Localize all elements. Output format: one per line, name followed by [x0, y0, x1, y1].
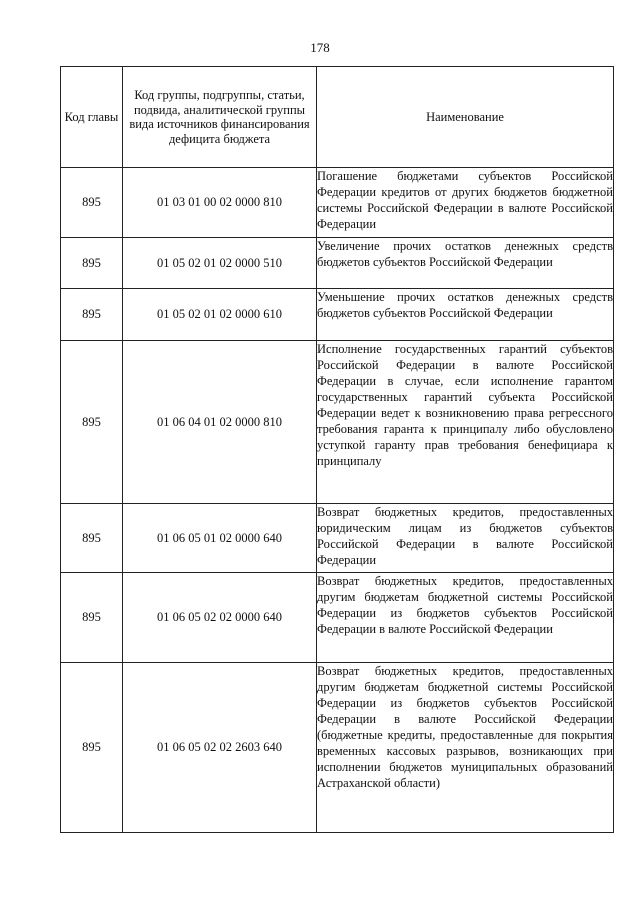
- header-group-code: Код группы, подгруппы, статьи, подвида, аналитической группы вида источников финансирования дефицита бюджета: [123, 67, 317, 168]
- code-cell: 01 06 05 01 02 0000 640: [123, 504, 317, 573]
- budget-sources-table: [60, 66, 614, 833]
- chapter-cell: 895: [61, 341, 123, 504]
- name-cell: Возврат бюджетных кредитов, предоставленных другим бюджетам бюджетной системы Российской Федерации из бюджетов субъектов Российской Федерации в валюте Российской Федерации (бюджетные кредиты, предоставленные для покрытия временных кассовых разрывов, возникающих при исполнении бюджетов муниципальных образований Астраханской области): [317, 663, 614, 833]
- header-name: Наименование: [317, 67, 614, 168]
- name-cell: Увеличение прочих остатков денежных средств бюджетов субъектов Российской Федерации: [317, 238, 614, 289]
- table-row: [61, 238, 614, 289]
- table-row: [61, 168, 614, 238]
- table-row: [61, 504, 614, 573]
- table-row: [61, 289, 614, 341]
- name-cell: Возврат бюджетных кредитов, предоставленных другим бюджетам бюджетной системы Российской Федерации из бюджетов субъектов Российской Федерации в валюте Российской Федерации: [317, 573, 614, 663]
- code-cell: 01 06 04 01 02 0000 810: [123, 341, 317, 504]
- chapter-cell: 895: [61, 168, 123, 238]
- name-cell: Погашение бюджетами субъектов Российской Федерации кредитов от других бюджетов бюджетной системы Российской Федерации в валюте Российской Федерации: [317, 168, 614, 238]
- code-cell: 01 06 05 02 02 2603 640: [123, 663, 317, 833]
- table-header-row: [61, 67, 614, 168]
- code-cell: 01 06 05 02 02 0000 640: [123, 573, 317, 663]
- code-cell: 01 05 02 01 02 0000 510: [123, 238, 317, 289]
- table-row: [61, 663, 614, 833]
- table-row: [61, 341, 614, 504]
- chapter-cell: 895: [61, 238, 123, 289]
- code-cell: 01 03 01 00 02 0000 810: [123, 168, 317, 238]
- table-row: [61, 573, 614, 663]
- header-chapter-code: Код главы: [61, 67, 123, 168]
- chapter-cell: 895: [61, 504, 123, 573]
- name-cell: Исполнение государственных гарантий субъектов Российской Федерации в валюте Российской Федерации в случае, если исполнение гарантом государственных гарантий субъекта Российской Федерации ведет к возникновению права регрессного требования гаранта к принципалу либо обусловлено уступкой гаранту прав требования бенефициара к принципалу: [317, 341, 614, 504]
- page-number: 178: [310, 40, 330, 55]
- chapter-cell: 895: [61, 289, 123, 341]
- chapter-cell: 895: [61, 573, 123, 663]
- name-cell: Уменьшение прочих остатков денежных средств бюджетов субъектов Российской Федерации: [317, 289, 614, 341]
- name-cell: Возврат бюджетных кредитов, предоставленных юридическим лицам из бюджетов субъектов Российской Федерации в валюте Российской Федерации: [317, 504, 614, 573]
- chapter-cell: 895: [61, 663, 123, 833]
- code-cell: 01 05 02 01 02 0000 610: [123, 289, 317, 341]
